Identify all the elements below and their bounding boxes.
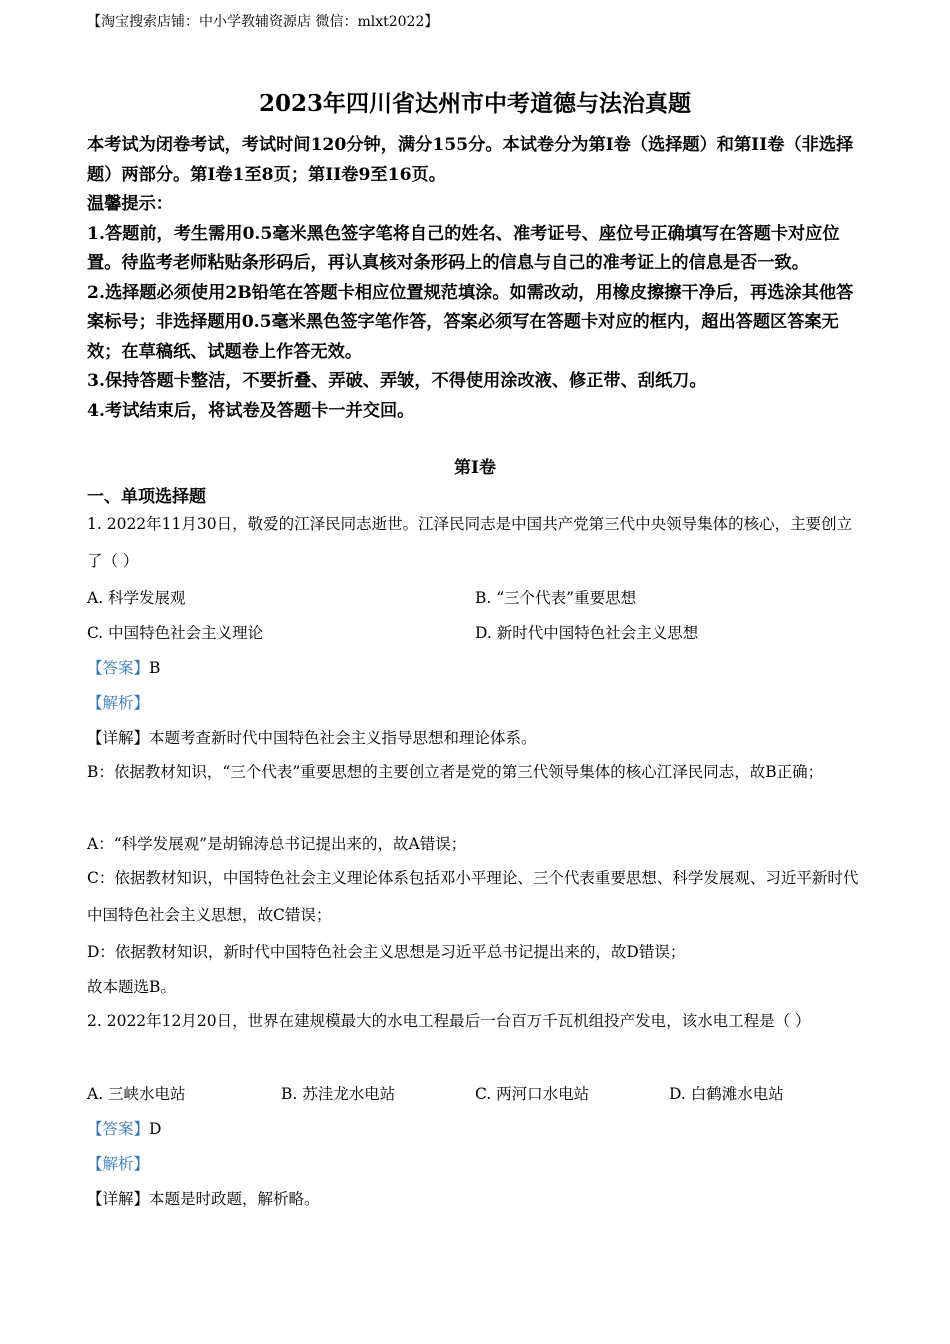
question-1-stem: 1. 2022年11月30日，敬爱的江泽民同志逝世。江泽民同志是中国共产党第三代中央领导集体的核心，主要创立了（ ） — [87, 515, 853, 570]
q1-answer — [87, 657, 867, 679]
page-title: 2023年四川省达州市中考道德与法治真题 — [258, 90, 691, 117]
intro-paragraph: 1.答题前，考生需用0.5毫米黑色签字笔将自己的姓名、准考证号、座位号正确填写在答题卡对应位置。待监考老师粘贴条形码后，再认真核对条形码上的信息与自己的准考证上的信息是否一致。 — [87, 223, 840, 273]
section-heading: 第I卷 — [454, 458, 496, 478]
q1-option-c: C. 中国特色社会主义理论 — [87, 624, 264, 642]
detail-text: 本题是时政题，解析略。 — [149, 1190, 320, 1208]
answer-tag: 【答案】 — [87, 659, 150, 677]
q2-option-b: B. 苏洼龙水电站 — [281, 1085, 396, 1103]
intro-paragraph: 3.保持答题卡整洁，不要折叠、弄破、弄皱，不得使用涂改液、修正带、刮纸刀。 — [87, 371, 707, 391]
detail-text: 本题考查新时代中国特色社会主义指导思想和理论体系。 — [149, 729, 537, 747]
q2-option-c: C. 两河口水电站 — [475, 1085, 590, 1103]
answer-tag: 【答案】 — [87, 1120, 150, 1138]
intro-paragraph: 本考试为闭卷考试，考试时间120分钟，满分155分。本试卷分为第I卷（选择题）和第II卷（非选择题）两部分。第I卷1至8页；第II卷9至16页。 — [87, 135, 854, 185]
q2-answer — [87, 1118, 867, 1140]
q2-analysis-label — [87, 1153, 867, 1175]
q1-analysis-line: B：依据教材知识，“三个代表”重要思想的主要创立者是党的第三代领导集体的核心江泽民同志，故B正确； — [87, 763, 824, 781]
question-2-stem: 2. 2022年12月20日，世界在建规模最大的水电工程最后一台百万千瓦机组投产发电，该水电工程是（ ） — [87, 1012, 811, 1030]
header-note: 【淘宝搜索店铺：中小学教辅资源店 微信：mlxt2022】 — [87, 14, 439, 30]
q2-option-a: A. 三峡水电站 — [87, 1085, 186, 1103]
q2-detail — [87, 1188, 867, 1210]
analysis-tag: 【解析】 — [87, 694, 150, 712]
q1-option-a: A. 科学发展观 — [87, 589, 186, 607]
q1-option-d: D. 新时代中国特色社会主义思想 — [475, 624, 699, 642]
intro-paragraph: 温馨提示： — [87, 194, 173, 214]
detail-tag: 【详解】 — [87, 729, 150, 747]
q1-option-b: B. “三个代表”重要思想 — [475, 589, 637, 607]
q2-option-d: D. 白鹤滩水电站 — [669, 1085, 784, 1103]
q1-analysis-line: D：依据教材知识，新时代中国特色社会主义思想是习近平总书记提出来的，故D错误； — [87, 943, 686, 961]
intro-paragraph: 2.选择题必须使用2B铅笔在答题卡相应位置规范填涂。如需改动，用橡皮擦擦干净后，再选涂其他答案标号；非选择题用0.5毫米黑色签字笔作答，答案必须写在答题卡对应的框内，超出答题区答案无效；在草稿纸、试题卷上作答无效。 — [87, 282, 854, 362]
q1-analysis-line: C：依据教材知识，中国特色社会主义理论体系包括邓小平理论、三个代表重要思想、科学发展观、习近平新时代中国特色社会主义思想，故C错误； — [87, 869, 859, 924]
q1-analysis-label — [87, 692, 867, 714]
analysis-tag: 【解析】 — [87, 1155, 150, 1173]
q1-detail — [87, 727, 867, 749]
answer-value: D — [149, 1120, 162, 1138]
q1-analysis-line: A：“科学发展观”是胡锦涛总书记提出来的，故A错误； — [87, 835, 467, 853]
detail-tag: 【详解】 — [87, 1190, 150, 1208]
intro-paragraph: 4.考试结束后，将试卷及答题卡一并交回。 — [87, 400, 415, 421]
q1-conclusion: 故本题选B。 — [87, 978, 176, 996]
answer-value: B — [149, 659, 161, 677]
intro-block — [87, 131, 867, 426]
part-heading: 一、单项选择题 — [87, 487, 206, 507]
